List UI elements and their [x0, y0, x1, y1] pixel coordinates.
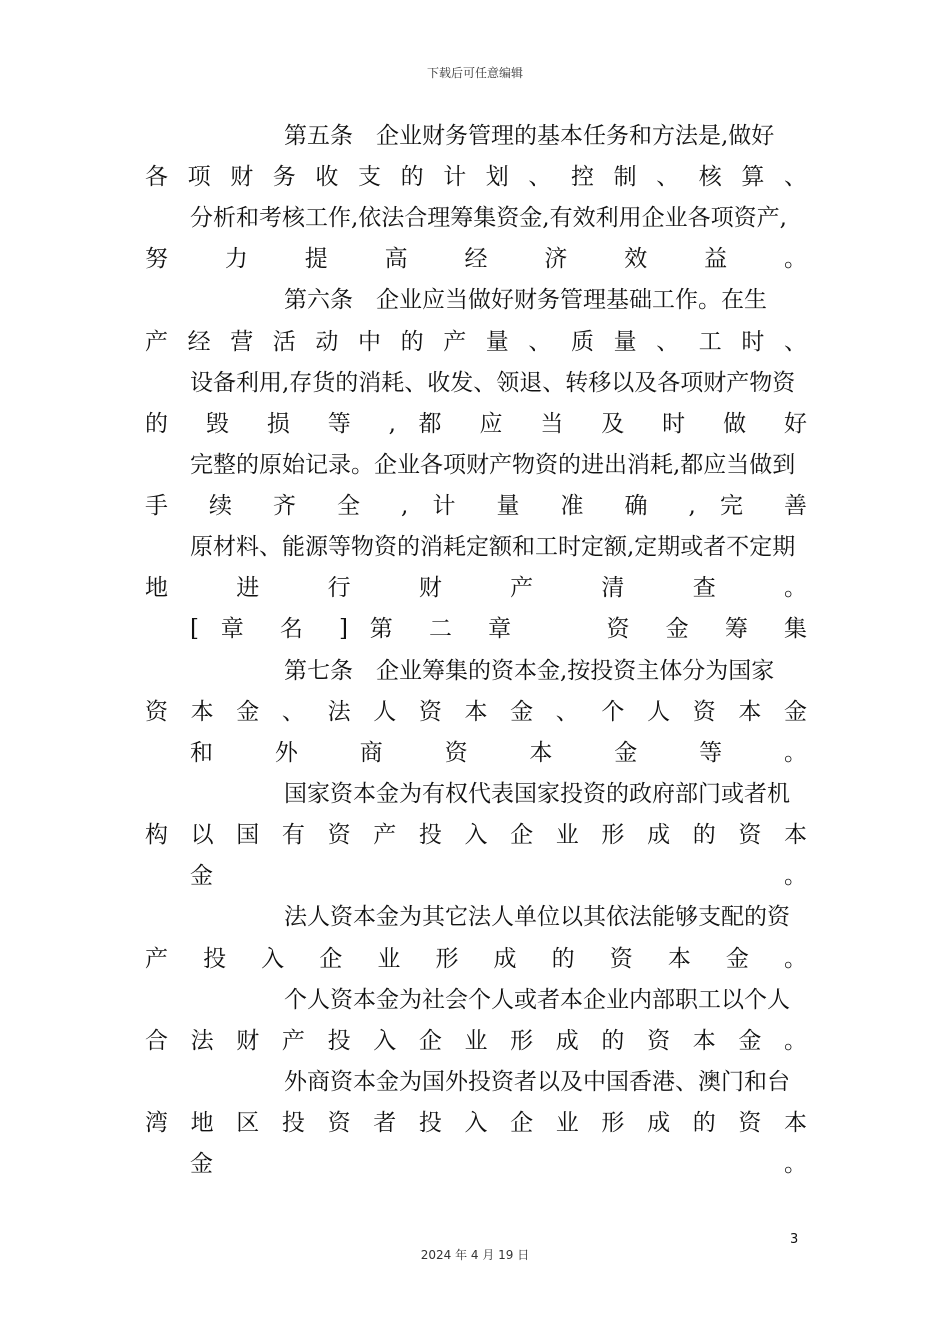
- page-header: 下载后可任意编辑: [426, 66, 523, 80]
- text-line: 资 本 金 、 法 人 资 本 金 、 个 人 资 本 金: [145, 699, 807, 725]
- text-line: 地 进 行 财 产 清 查 。: [145, 575, 807, 601]
- text-line: 湾 地 区 投 资 者 投 入 企 业 形 成 的 资 本: [145, 1110, 807, 1136]
- text-line: 外商资本金为国外投资者以及中国香港、澳门和台: [284, 1069, 790, 1095]
- text-line: 产 经 营 活 动 中 的 产 量 、 质 量 、 工 时 、: [145, 329, 807, 355]
- page-number: 3: [790, 1232, 799, 1247]
- text-line: 产 投 入 企 业 形 成 的 资 本 金 。: [145, 946, 807, 972]
- text-line: 金 。: [190, 863, 807, 889]
- chapter-heading: [ 章 名 ] 第 二 章 资 金 筹 集: [190, 616, 807, 642]
- text-line: 构 以 国 有 资 产 投 入 企 业 形 成 的 资 本: [145, 822, 807, 848]
- text-line: 设备利用,存货的消耗、收发、领退、转移以及各项财产物资: [190, 370, 796, 396]
- text-line: 第五条 企业财务管理的基本任务和方法是,做好: [284, 123, 775, 149]
- text-line: 完整的原始记录。企业各项财产物资的进出消耗,都应当做到: [190, 452, 796, 478]
- text-line: 原材料、能源等物资的消耗定额和工时定额,定期或者不定期: [190, 534, 796, 560]
- text-line: 个人资本金为社会个人或者本企业内部职工以个人: [284, 987, 790, 1013]
- text-line: 分析和考核工作,依法合理筹集资金,有效利用企业各项资产,: [190, 205, 787, 231]
- text-line: 第七条 企业筹集的资本金,按投资主体分为国家: [284, 658, 775, 684]
- text-line: 手 续 齐 全 , 计 量 准 确 , 完 善: [145, 493, 807, 519]
- text-line: 和 外 商 资 本 金 等 。: [190, 740, 807, 766]
- text-line: 的 毁 损 等 , 都 应 当 及 时 做 好: [145, 411, 807, 437]
- text-line: 国家资本金为有权代表国家投资的政府部门或者机: [284, 781, 790, 807]
- text-line: 合 法 财 产 投 入 企 业 形 成 的 资 本 金 。: [145, 1028, 807, 1054]
- text-line: 第六条 企业应当做好财务管理基础工作。在生: [284, 287, 767, 313]
- text-line: 各 项 财 务 收 支 的 计 划 、 控 制 、 核 算 、: [145, 164, 807, 190]
- text-line: 金 。: [190, 1151, 807, 1177]
- text-line: 法人资本金为其它法人单位以其依法能够支配的资: [284, 904, 790, 930]
- text-line: 努 力 提 高 经 济 效 益 。: [145, 246, 807, 272]
- page-footer-date: 2024 年 4 月 19 日: [420, 1248, 530, 1262]
